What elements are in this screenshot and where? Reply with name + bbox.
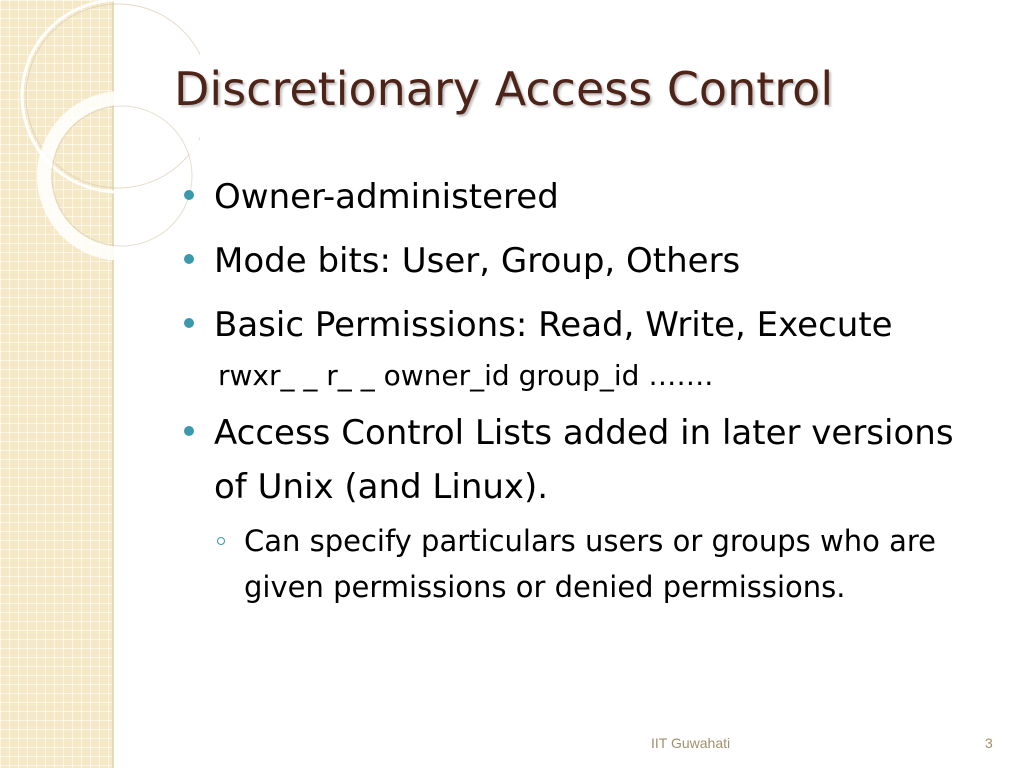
sub-bullet-ring-icon bbox=[217, 537, 225, 545]
bullet-dot-icon bbox=[184, 254, 194, 264]
bullet-item-mode-bits bbox=[184, 234, 984, 288]
slide-title: Discretionary Access Control bbox=[174, 62, 834, 116]
bullet-dot-icon bbox=[184, 190, 194, 200]
bullet-item-acl bbox=[184, 406, 984, 514]
bullet-dot-icon bbox=[184, 318, 194, 328]
decorative-rings bbox=[0, 0, 200, 260]
sub-bullet-item-acl-detail bbox=[184, 518, 974, 610]
bullet-item-basic-permissions bbox=[184, 298, 984, 352]
bullet-text: Owner-administered bbox=[214, 177, 559, 217]
bullet-dot-icon bbox=[184, 426, 194, 436]
bullet-item-owner-administered bbox=[184, 170, 984, 224]
slide-content bbox=[184, 170, 984, 610]
bullet-text: Mode bits: User, Group, Others bbox=[214, 241, 741, 281]
sub-bullet-text: Can specify particulars users or groups who are given permissions or denied permissions. bbox=[244, 524, 936, 604]
bullet-text: Basic Permissions: Read, Write, Execute bbox=[214, 305, 893, 345]
slide-number: 3 bbox=[985, 735, 993, 751]
permission-example: rwxr_ _ r_ _ owner_id group_id ……. bbox=[218, 359, 714, 392]
footer-institution: IIT Guwahati bbox=[651, 735, 731, 751]
bullet-text: Access Control Lists added in later versions of Unix (and Linux). bbox=[214, 413, 954, 507]
